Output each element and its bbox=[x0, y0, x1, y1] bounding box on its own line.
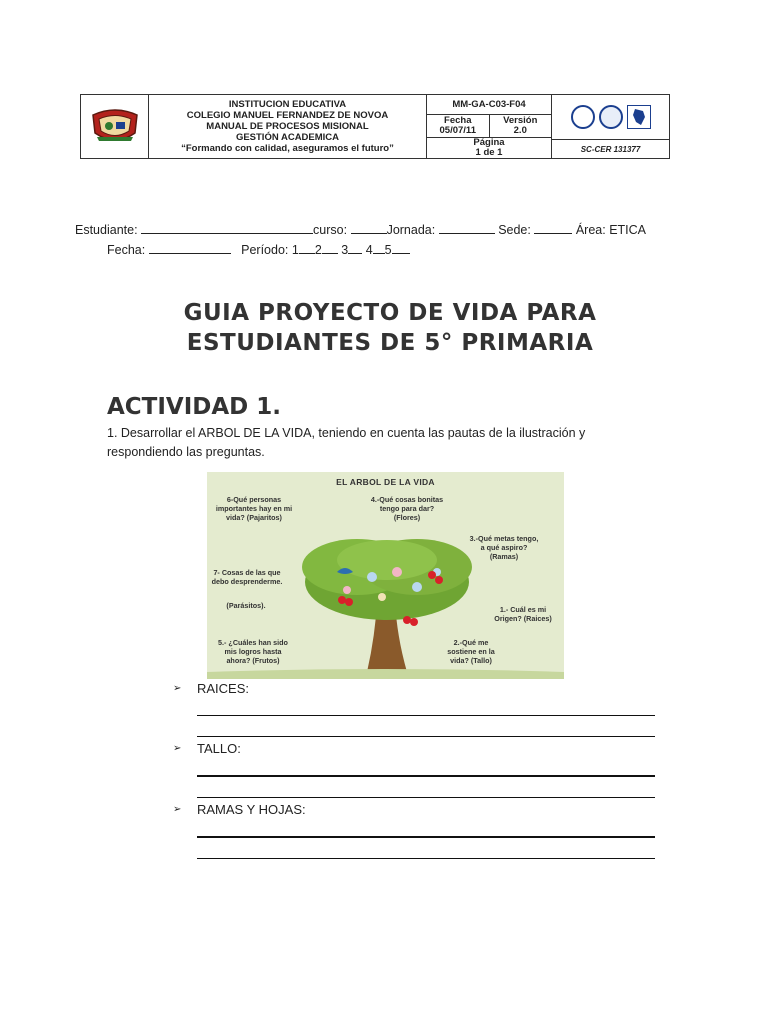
periodo-label: Período: bbox=[241, 243, 289, 257]
section-label: RAMAS Y HOJAS: bbox=[197, 802, 306, 817]
curso-field[interactable] bbox=[351, 222, 387, 234]
section-ramas-hojas bbox=[173, 802, 306, 817]
certification-block bbox=[552, 95, 669, 158]
document-control-block bbox=[427, 95, 552, 158]
version-value: 2.0 bbox=[513, 125, 527, 136]
management-line: GESTIÓN ACADEMICA bbox=[235, 132, 340, 143]
answer-line-raices-1[interactable] bbox=[197, 715, 655, 716]
label-fruits: 5.- ¿Cuáles han sido mis logros hasta ahora? (Frutos) bbox=[218, 638, 288, 665]
school-name-line: COLEGIO MANUEL FERNANDEZ DE NOVOA bbox=[186, 110, 389, 121]
institution-line: INSTITUCION EDUCATIVA bbox=[228, 99, 347, 110]
section-raices bbox=[173, 681, 249, 696]
periodo-blank-3[interactable] bbox=[348, 242, 362, 254]
quality-seal-icon bbox=[599, 105, 623, 129]
page-title-line-2: ESTUDIANTES DE 5° PRIMARIA bbox=[186, 330, 594, 356]
label-people: 6-Qué personas importantes hay en mi vida? (Pajaritos) bbox=[215, 495, 293, 522]
label-branches: 3.-Qué metas tengo, a qué aspiro? (Ramas) bbox=[469, 534, 539, 561]
answer-line-ramas-1[interactable] bbox=[197, 836, 655, 838]
estudiante-field[interactable] bbox=[141, 222, 313, 234]
page-title-line-1: GUIA PROYECTO DE VIDA PARA bbox=[183, 300, 597, 326]
label-let-go: 7- Cosas de las que debo desprenderme. bbox=[211, 568, 283, 586]
section-label: TALLO: bbox=[197, 741, 241, 756]
area-value: ETICA bbox=[609, 223, 647, 237]
fecha-label: Fecha bbox=[444, 115, 472, 126]
tree-of-life-illustration bbox=[207, 472, 564, 679]
periodo-option-1: 1 bbox=[291, 243, 299, 257]
section-tallo bbox=[173, 741, 241, 756]
label-flowers: 4.-Qué cosas bonitas tengo para dar? (Flores) bbox=[370, 495, 444, 522]
jornada-field[interactable] bbox=[439, 222, 495, 234]
answer-line-tallo-2[interactable] bbox=[197, 797, 655, 798]
manual-line: MANUAL DE PROCESOS MISIONAL bbox=[206, 121, 369, 132]
student-info-line bbox=[75, 222, 646, 237]
periodo-option-2: 2 bbox=[314, 243, 322, 257]
periodo-option-4: 4 bbox=[365, 243, 373, 257]
curso-label: curso: bbox=[313, 223, 348, 237]
label-parasites: (Parásitos). bbox=[226, 601, 266, 610]
pagina-value: 1 de 1 bbox=[475, 147, 503, 158]
illustration-title: EL ARBOL DE LA VIDA bbox=[336, 477, 435, 487]
date-period-line bbox=[107, 242, 410, 257]
periodo-option-3: 3 bbox=[341, 243, 349, 257]
fecha-cell bbox=[427, 115, 490, 137]
area-label: Área: bbox=[575, 223, 606, 237]
certification-seal-icon bbox=[571, 105, 595, 129]
periodo-blank-1[interactable] bbox=[299, 242, 315, 254]
pagina-label: Página bbox=[473, 137, 505, 148]
motto-line: “Formando con calidad, aseguramos el futuro” bbox=[181, 143, 394, 154]
answer-line-tallo-1[interactable] bbox=[197, 775, 655, 777]
header-table bbox=[80, 94, 670, 159]
version-cell bbox=[490, 115, 552, 137]
fecha-value: 05/07/11 bbox=[439, 125, 476, 136]
fecha-field[interactable] bbox=[149, 242, 231, 254]
periodo-blank-2[interactable] bbox=[322, 242, 338, 254]
answer-line-ramas-2[interactable] bbox=[197, 858, 655, 859]
label-roots: 1.- Cuál es mi Origen? (Raices) bbox=[494, 605, 552, 623]
pagina-cell bbox=[427, 138, 551, 158]
periodo-blank-5[interactable] bbox=[392, 242, 410, 254]
page-title bbox=[130, 298, 650, 358]
sede-label: Sede: bbox=[498, 223, 531, 237]
doc-code: MM-GA-C03-F04 bbox=[427, 95, 551, 115]
arrow-bullet-icon: ➢ bbox=[173, 804, 182, 815]
estudiante-label: Estudiante: bbox=[75, 223, 138, 237]
activity-title: ACTIVIDAD 1. bbox=[107, 394, 282, 420]
institution-title-block bbox=[149, 95, 427, 158]
cert-code: SC-CER 131377 bbox=[580, 144, 641, 154]
colombia-map-icon bbox=[627, 105, 651, 129]
label-trunk: 2.-Qué me sostiene en la vida? (Tallo) bbox=[447, 638, 495, 665]
jornada-label: Jornada: bbox=[386, 223, 436, 237]
school-logo bbox=[81, 95, 149, 158]
sede-field[interactable] bbox=[534, 222, 572, 234]
section-label: RAICES: bbox=[197, 681, 250, 696]
version-label: Versión bbox=[503, 115, 538, 126]
fecha-label: Fecha: bbox=[107, 243, 146, 257]
arrow-bullet-icon: ➢ bbox=[173, 743, 182, 754]
answer-line-raices-2[interactable] bbox=[197, 736, 655, 737]
arrow-bullet-icon: ➢ bbox=[173, 683, 182, 694]
school-crest-icon bbox=[89, 107, 141, 147]
periodo-blank-4[interactable] bbox=[373, 242, 385, 254]
activity-instruction: 1. Desarrollar el ARBOL DE LA VIDA, teniendo en cuenta las pautas de la ilustración y respondiendo las preguntas. bbox=[107, 426, 586, 459]
periodo-option-5: 5 bbox=[384, 243, 392, 257]
